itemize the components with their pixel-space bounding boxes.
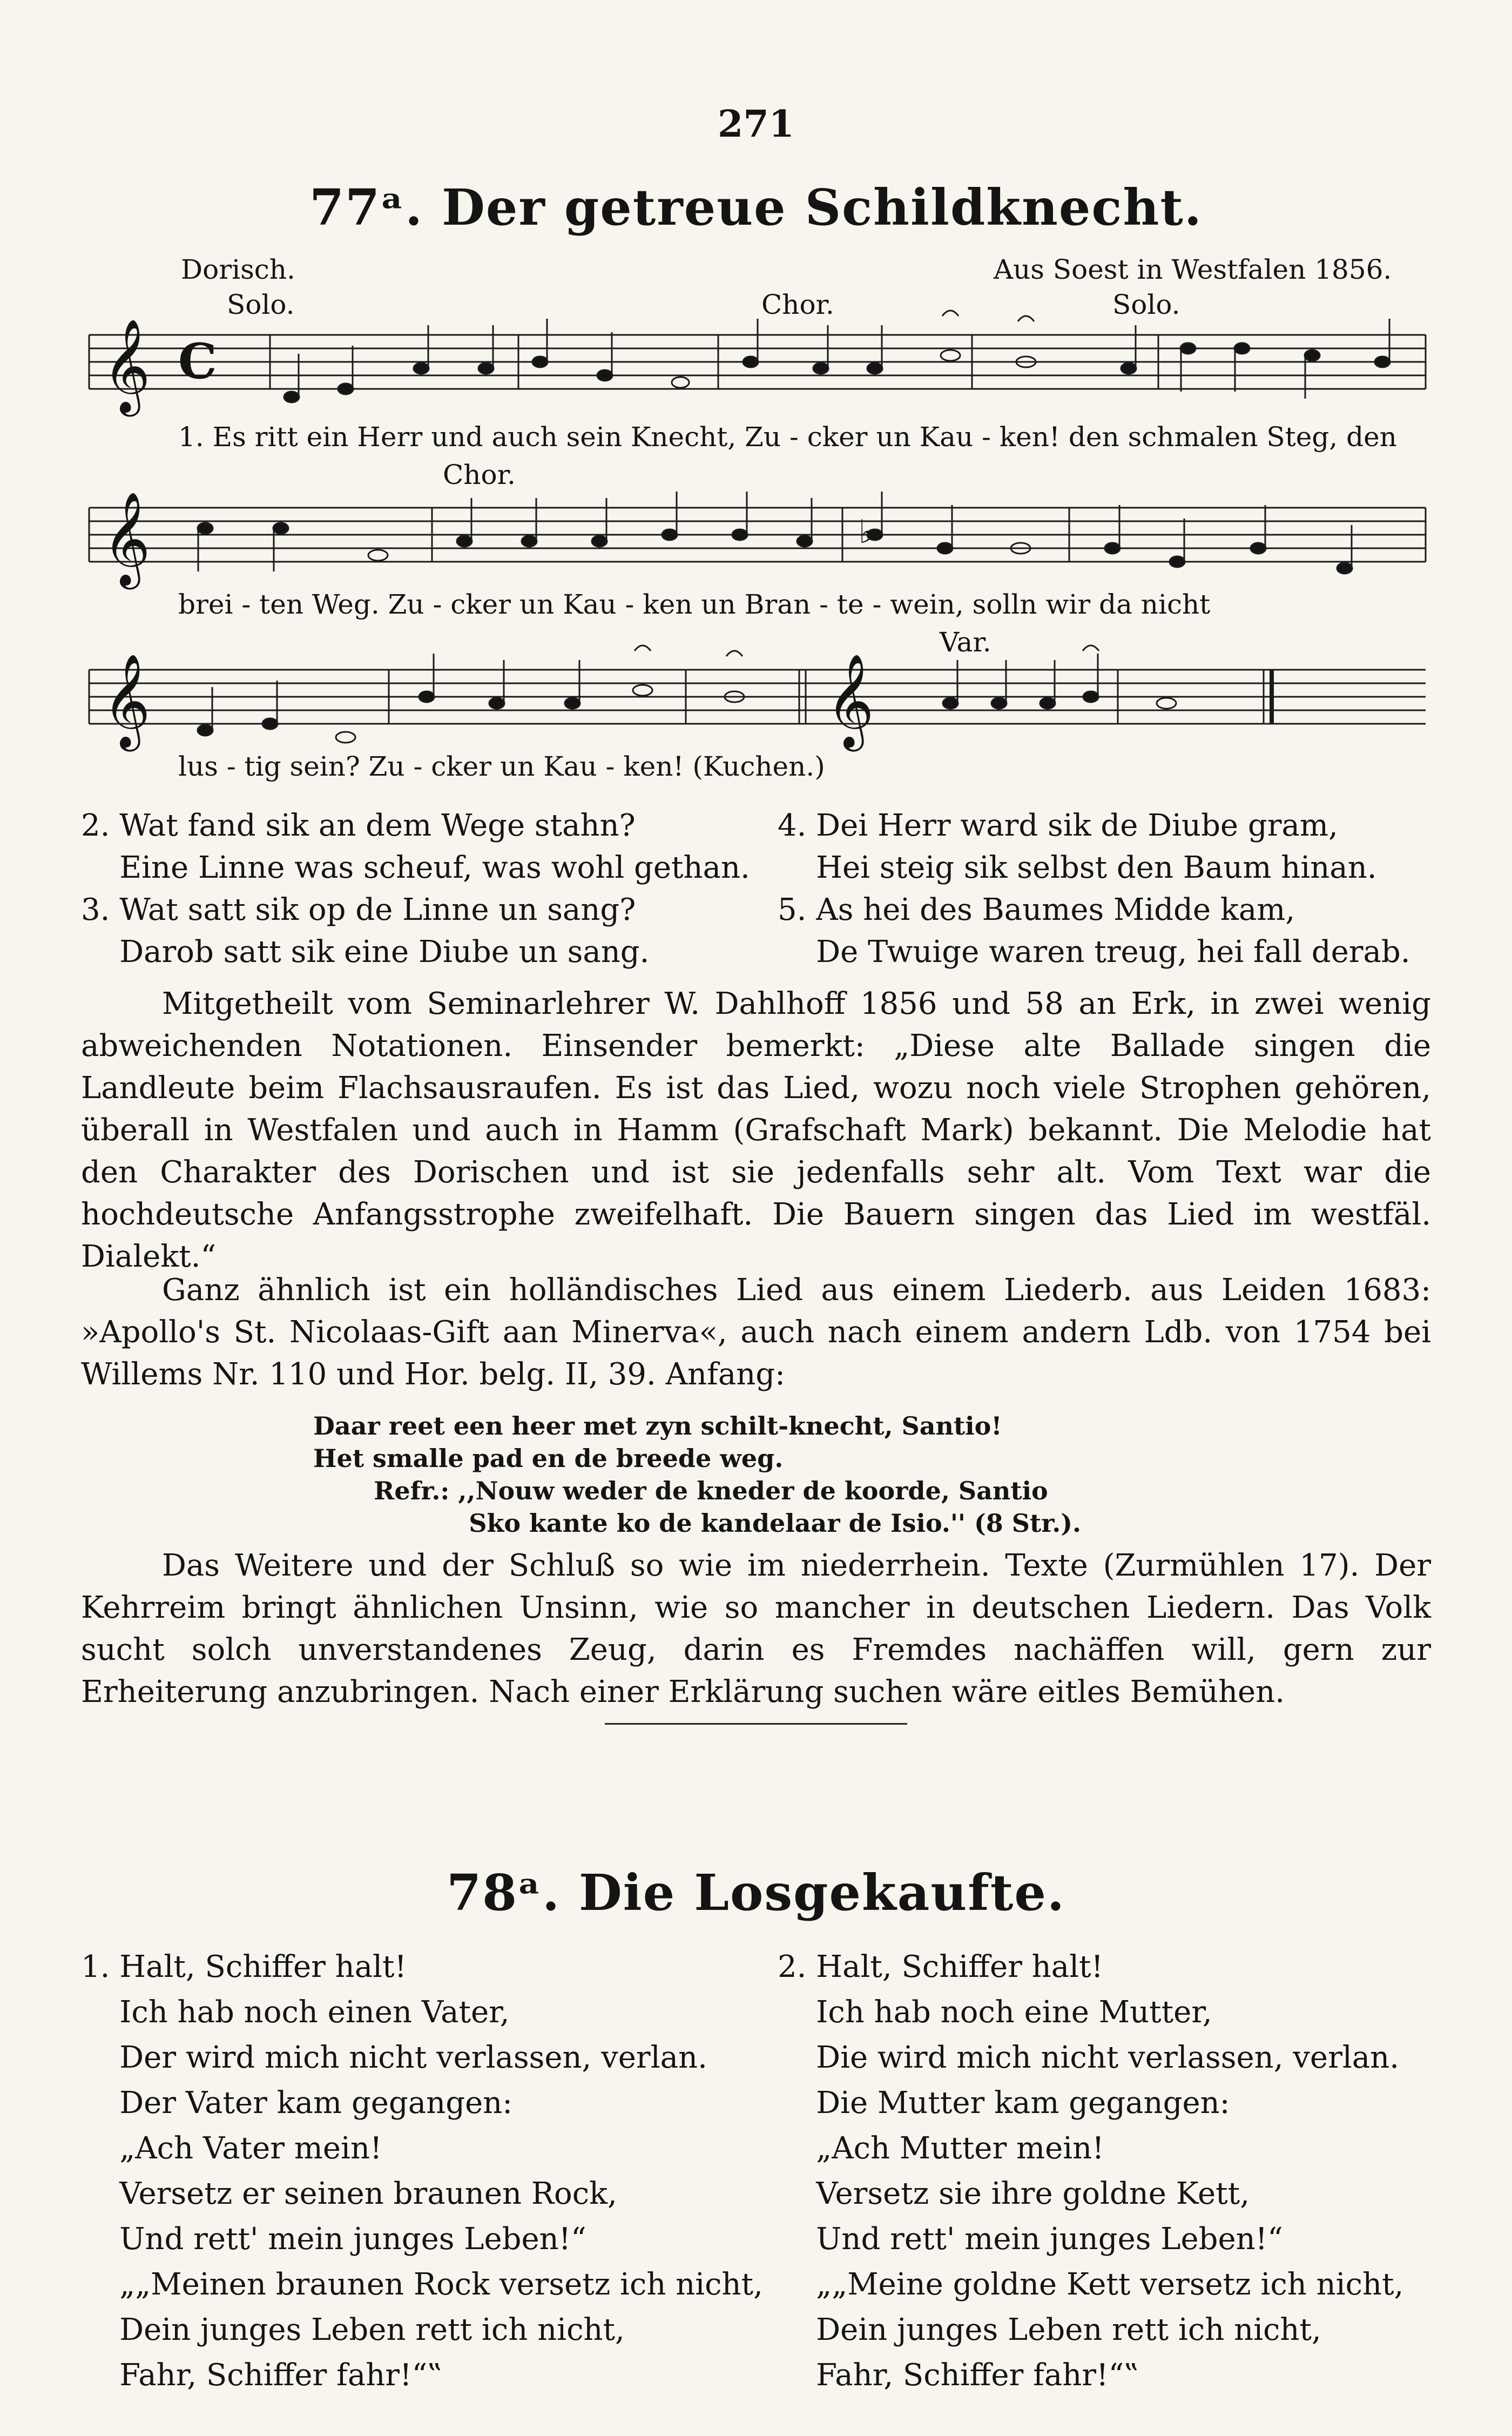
svg-text:𝄞: 𝄞 bbox=[103, 319, 151, 413]
music-staff-1 bbox=[0, 302, 1512, 427]
stanza-2: 2. Halt, Schiffer halt! Ich hab noch eine Mutter, Die wird mich nicht verlassen, verlan. Die Mutter kam gegangen: „Ach Mutter mein! Versetz sie ihre goldne Kett, Und rett' mein junges Leben!“ „„Meine goldne Kett versetz ich nicht, Dein junges Leben rett ich nicht, Fahr, Schiffer fahr!“‟ bbox=[778, 1949, 1404, 2393]
solo-label: Solo. bbox=[227, 289, 295, 320]
page-number: 271 bbox=[718, 103, 794, 146]
var-label: Var. bbox=[940, 627, 991, 658]
song-title-77a: 77ᵃ. Der getreue Schildknecht. bbox=[309, 178, 1203, 237]
chor-label-2: Chor. bbox=[443, 459, 516, 490]
svg-text:𝄞: 𝄞 bbox=[103, 654, 151, 748]
commentary-paragraph-3: Das Weitere und der Schluß so wie im niederrhein. Texte (Zurmühlen 17). Der Kehrreim bringt ähnlichen Unsinn, wie so mancher in deutschen Liedern. Das Volk sucht solch unverstandenes Zeug, darin es Fremdes nachäffen will, gern zur Erheiterung anzubringen. Nach einer Erklärung suchen wäre eitles Bemühen. bbox=[81, 1548, 1431, 1710]
svg-text:C: C bbox=[178, 333, 217, 390]
chor-label: Chor. bbox=[761, 289, 834, 320]
section-divider bbox=[605, 1723, 907, 1725]
source-label: Aus Soest in Westfalen 1856. bbox=[994, 254, 1392, 285]
svg-text:𝄞: 𝄞 bbox=[826, 654, 874, 748]
stanzas-right: 4. Dei Herr ward sik de Diube gram, Hei steig sik selbst den Baum hinan. 5. As hei des Baumes Midde kam, De Twuige waren treug, hei fall derab. bbox=[778, 808, 1410, 970]
music-staff-2 bbox=[0, 475, 1512, 600]
dutch-quotation: Daar reet een heer met zyn schilt-knecht, Santio! Het smalle pad en de breede weg. Refr.: ,,Nouw weder de kneder de koorde, Santio Sko kante ko de kandelaar de Isio.'' (8 Str.). bbox=[313, 1411, 1082, 1538]
music-staff-3 bbox=[0, 637, 1512, 762]
commentary-paragraph-1: Mitgetheilt vom Seminarlehrer W. Dahlhoff 1856 und 58 an Erk, in zwei wenig abweichenden Notationen. Einsender bemerkt: „Diese alte Ballade singen die Landleute beim Flachsausraufen. Es ist das Lied, wozu noch viele Strophen gehören, überall in Westfalen und auch in Hamm (Grafschaft Mark) bekannt. Die Melodie hat den Charakter des Dorischen und ist sie jedenfalls sehr alt. Vom Text war die hochdeutsche Anfangsstrophe zweifelhaft. Die Bauern singen das Lied im westfäl. Dialekt.“ bbox=[81, 986, 1431, 1274]
svg-text:𝄞: 𝄞 bbox=[103, 492, 151, 586]
lyrics-line-2: brei - ten Weg. Zu - cker un Kau - ken un Bran - te - wein, solln wir da nicht bbox=[178, 589, 1211, 620]
stanzas-left: 2. Wat fand sik an dem Wege stahn? Eine Linne was scheuf, was wohl gethan. 3. Wat satt sik op de Linne un sang? Darob satt sik eine Diube un sang. bbox=[81, 808, 750, 970]
svg-text:♭: ♭ bbox=[859, 513, 874, 551]
lyrics-line-1: 1. Es ritt ein Herr und auch sein Knecht, Zu - cker un Kau - ken! den schmalen Steg, den bbox=[178, 421, 1397, 453]
stanza-1: 1. Halt, Schiffer halt! Ich hab noch einen Vater, Der wird mich nicht verlassen, verlan. Der Vater kam gegangen: „Ach Vater mein! Versetz er seinen braunen Rock, Und rett' mein junges Leben!“ „„Meinen braunen Rock versetz ich nicht, Dein junges Leben rett ich nicht, Fahr, Schiffer fahr!“‟ bbox=[81, 1949, 763, 2393]
mode-label: Dorisch. bbox=[181, 254, 295, 285]
lyrics-line-3: lus - tig sein? Zu - cker un Kau - ken! (Kuchen.) bbox=[178, 751, 825, 782]
solo-label-2: Solo. bbox=[1112, 289, 1180, 320]
commentary-paragraph-2: Ganz ähnlich ist ein holländisches Lied aus einem Liederb. aus Leiden 1683: »Apollo's St. Nicolaas-Gift aan Minerva«, auch nach einem andern Ldb. von 1754 bei Willems Nr. 110 und Hor. belg. II, 39. Anfang: bbox=[81, 1273, 1431, 1392]
song-title-78a: 78ᵃ. Die Losgekaufte. bbox=[447, 1863, 1065, 1922]
